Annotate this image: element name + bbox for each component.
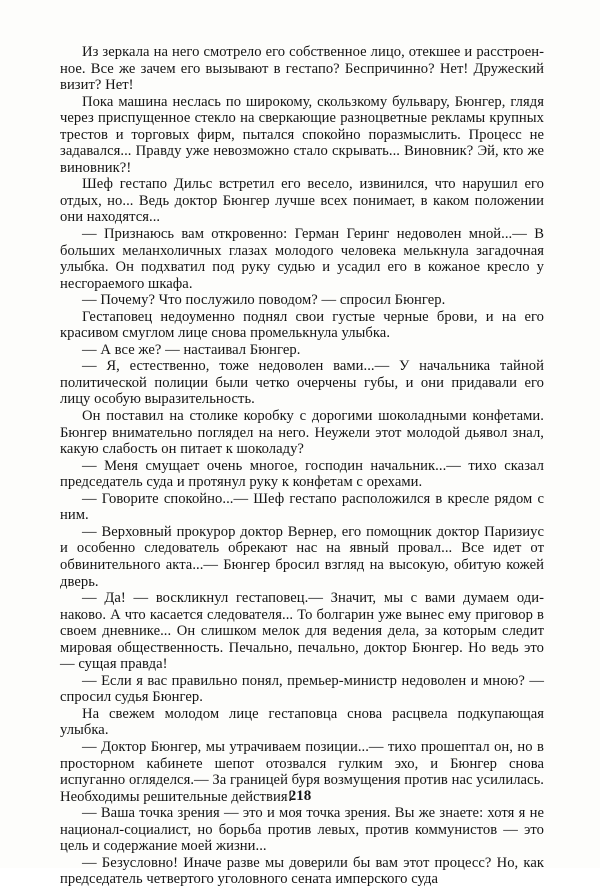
paragraph: — Да! — воскликнул гестаповец.— Значит, мы с вами думаем одинаково. А что касается следователя... То болгарин уже вынес ему приговор в своем дневнике... Он слишком мелок для ведения дела, за которым следит мировая общественность. Печально, печально, доктор Бюнгер. Но ведь это — сущая правда! bbox=[60, 590, 544, 673]
paragraph: — Меня смущает очень многое, господин начальник...— тихо сказал председатель суда и протянул руку к конфетам с орехами. bbox=[60, 457, 544, 491]
paragraph: Он поставил на столике коробку с дорогими шоколадными конфетами. Бюнгер внимательно поглядел на него. Неужели этот молодой дьявол знал, какую слабость он питает к шоколаду? bbox=[60, 408, 544, 458]
body-text bbox=[60, 44, 544, 888]
paragraph: — Почему? Что послужило поводом? — спросил Бюнгер. bbox=[82, 292, 446, 309]
paragraph: На свежем молодом лице гестаповца снова расцвела подкупающая улыбка. bbox=[60, 705, 544, 739]
paragraph: Гестаповец недоуменно поднял свои густые черные брови, и на его красивом смуглом лице снова промелькнула улыбка. bbox=[60, 308, 544, 342]
paragraph: — Признаюсь вам откровенно: Герман Геринг недоволен мной...— В больших меланхоличных глазах молодого человека мелькнула загадочная улыбка. Он подхватил под руку судью и усадил его в кожаное кресло у несгораемого шкафа. bbox=[60, 226, 544, 292]
page-number: 218 bbox=[288, 788, 312, 804]
paragraph: — Верховный прокурор доктор Вернер, его помощник доктор Паризиус и особенно следователь обрекают нас на явный провал... Все идет от обвинительного акта...— Бюнгер бросил взгляд на высокую, обитую кожей дверь. bbox=[60, 523, 544, 590]
paragraph: Пока машина неслась по широкому, скользкому бульвару, Бюнгер, глядя через приспущенное стекло на сверкающие разноцветные рекламы крупных трестов и торговых фирм, пытался спокойно поразмыслить. Процесс не задавался... Правду уже невозможно стало скрывать... Виновник? Эй, кто же виновник?! bbox=[60, 93, 544, 176]
paragraph: — Я, естественно, тоже недоволен вами...— У начальника тайной политической полиции были четко очерчены губы, и они придавали его лицу особую выразительность. bbox=[60, 358, 544, 408]
paragraph: — Доктор Бюнгер, мы утрачиваем позиции...— тихо прошептал он, но в просторном кабинете шепот отозвался гулким эхо, и Бюнгер снова испуганно огляделся.— За границей буря возмущения против нас усилилась. Необходимы решительные действия! bbox=[60, 738, 544, 805]
paragraph: Из зеркала на него смотрело его собственное лицо, отекшее и расстроенное. Все же зачем его вызывают в гестапо? Беспричинно? Нет! Дружеский визит? Нет! bbox=[60, 44, 544, 94]
paragraph: — Безусловно! Иначе разве мы доверили бы вам этот процесс? Но, как председатель четвертого уголовного сената имперского суда bbox=[60, 854, 544, 888]
paragraph: — Ваша точка зрения — это и моя точка зрения. Вы же знаете: хотя я не национал-социалист, но борьба против левых, против коммунистов — это цель и содержание моей жизни... bbox=[60, 805, 544, 855]
paragraph: Шеф гестапо Дильс встретил его весело, извинился, что нарушил его отдых, но... Ведь доктор Бюнгер лучше всех понимает, в каком положении они находятся... bbox=[60, 176, 544, 226]
paragraph: — Если я вас правильно понял, премьер-министр недоволен и мною? — спросил судья Бюнгер. bbox=[60, 672, 544, 706]
paragraph: — Говорите спокойно...— Шеф гестапо расположился в кресле рядом с ним. bbox=[60, 490, 544, 524]
paragraph: — А все же? — настаивал Бюнгер. bbox=[82, 341, 301, 358]
